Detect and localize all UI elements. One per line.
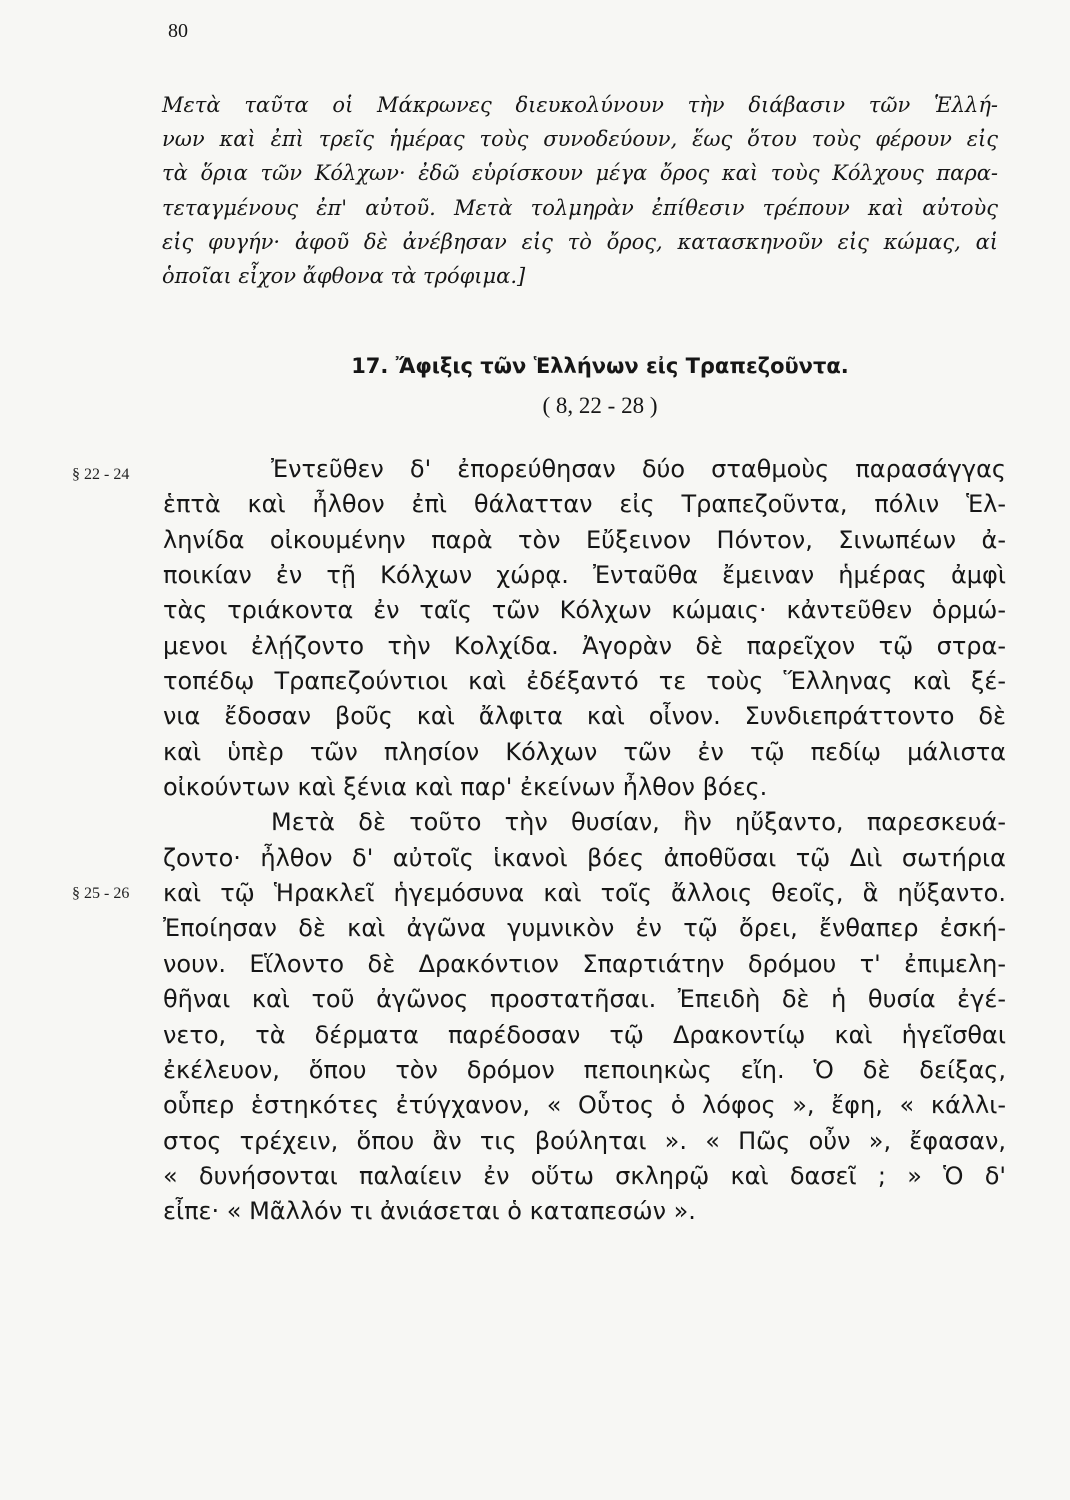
text-line: ποικίαν ἐν τῇ Κόλχων χώρᾳ. Ἐνταῦθα ἔμειναν ἡμέρας ἀμφὶ (163, 561, 1006, 590)
text-line: Ἐποίησαν δὲ καὶ ἀγῶνα γυμνικὸν ἐν τῷ ὄρει, ἔνθαπερ ἐσκή- (163, 914, 1006, 943)
text-line: εἶπε· « Μᾶλλόν τι ἀνιάσεται ὁ καταπεσών ». (163, 1197, 696, 1226)
text-line: οἰκούντων καὶ ξένια καὶ παρ' ἐκείνων ἦλθον βόες. (163, 773, 768, 802)
summary-line: ὁποῖαι εἶχον ἄφθονα τὰ τρόφιμα.] (162, 263, 526, 288)
text-line: καὶ τῷ Ἡρακλεῖ ἡγεμόσυνα καὶ τοῖς ἄλλοις θεοῖς, ἃ ηὔξαντο. (163, 879, 1006, 908)
text-line: νετο, τὰ δέρματα παρέδοσαν τῷ Δρακοντίῳ καὶ ἡγεῖσθαι (163, 1020, 1006, 1049)
summary-line: τεταγμένους ἐπ' αὐτοῦ. Μετὰ τολμηρὰν ἐπίθεσιν τρέπουν καὶ αὐτοὺς (162, 195, 998, 220)
text-line: ἐκέλευον, ὅπου τὸν δρόμον πεποιηκὼς εἴη. Ὁ δὲ δείξας, (163, 1055, 1006, 1084)
section-reference: ( 8, 22 - 28 ) (542, 393, 658, 418)
page-number: 80 (168, 20, 188, 42)
text-line: καὶ ὑπὲρ τῶν πλησίον Κόλχων τῶν ἐν τῷ πεδίῳ μάλιστα (163, 737, 1006, 766)
text-line: « δυνήσονται παλαίειν ἐν οὕτω σκληρῷ καὶ δασεῖ ; » Ὁ δ' (163, 1161, 1006, 1190)
sidenote-paragraph-range: § 22 - 24 (72, 466, 130, 483)
chapter-summary (162, 88, 998, 293)
text-line: ἑπτὰ καὶ ἦλθον ἐπὶ θάλατταν εἰς Τραπεζοῦντα, πόλιν Ἑλ- (163, 490, 1006, 519)
text-line: ζοντο· ἦλθον δ' αὐτοῖς ἱκανοὶ βόες ἀποθῦσαι τῷ Διὶ σωτήρια (163, 843, 1006, 872)
section-heading: 17. Ἄφιξις τῶν Ἑλλήνων εἰς Τραπεζοῦντα. (351, 354, 849, 378)
summary-line: τὰ ὅρια τῶν Κόλχων· ἐδῶ εὑρίσκουν μέγα ὄρος καὶ τοὺς Κόλχους παρα- (162, 161, 998, 186)
text-line: νουν. Εἵλοντο δὲ Δρακόντιον Σπαρτιάτην δρόμου τ' ἐπιμελη- (163, 949, 1006, 978)
text-line: τὰς τριάκοντα ἐν ταῖς τῶν Κόλχων κώμαις· κἀντεῦθεν ὁρμώ- (163, 596, 1006, 625)
text-line: ληνίδα οἰκουμένην παρὰ τὸν Εὔξεινον Πόντον, Σινωπέων ἀ- (163, 525, 1006, 554)
main-text (163, 452, 1006, 1230)
text-line: τοπέδῳ Τραπεζούντιοι καὶ ἐδέξαντό τε τοὺς Ἕλληνας καὶ ξέ- (163, 667, 1006, 696)
text-line: θῆναι καὶ τοῦ ἀγῶνος προστατῆσαι. Ἐπειδὴ δὲ ἡ θυσία ἐγέ- (163, 985, 1006, 1014)
summary-line: νων καὶ ἐπὶ τρεῖς ἡμέρας τοὺς συνοδεύουν, ἕως ὅτου τοὺς φέρουν εἰς (162, 127, 998, 152)
summary-line: εἰς φυγήν· ἀφοῦ δὲ ἀνέβησαν εἰς τὸ ὄρος, κατασκηνοῦν εἰς κώμας, αἱ (162, 229, 998, 254)
text-line: νια ἔδοσαν βοῦς καὶ ἄλφιτα καὶ οἶνον. Συνδιεπράττοντο δὲ (163, 702, 1006, 731)
text-line: στος τρέχειν, ὅπου ἂν τις βούληται ». « Πῶς οὖν », ἔφασαν, (163, 1126, 1006, 1155)
text-line: Μετὰ δὲ τοῦτο τὴν θυσίαν, ἣν ηὔξαντο, παρεσκευά- (271, 808, 1006, 837)
sidenote-paragraph-range: § 25 - 26 (72, 885, 130, 902)
text-line: Ἐντεῦθεν δ' ἐπορεύθησαν δύο σταθμοὺς παρασάγγας (271, 455, 1006, 483)
text-line: μενοι ἐλῄζοντο τὴν Κολχίδα. Ἀγορὰν δὲ παρεῖχον τῷ στρα- (163, 631, 1006, 660)
summary-line: Μετὰ ταῦτα οἱ Μάκρωνες διευκολύνουν τὴν διάβασιν τῶν Ἑλλή- (162, 93, 998, 117)
text-line: οὗπερ ἑστηκότες ἐτύγχανον, « Οὗτος ὁ λόφος », ἔφη, « κάλλι- (163, 1091, 1006, 1120)
